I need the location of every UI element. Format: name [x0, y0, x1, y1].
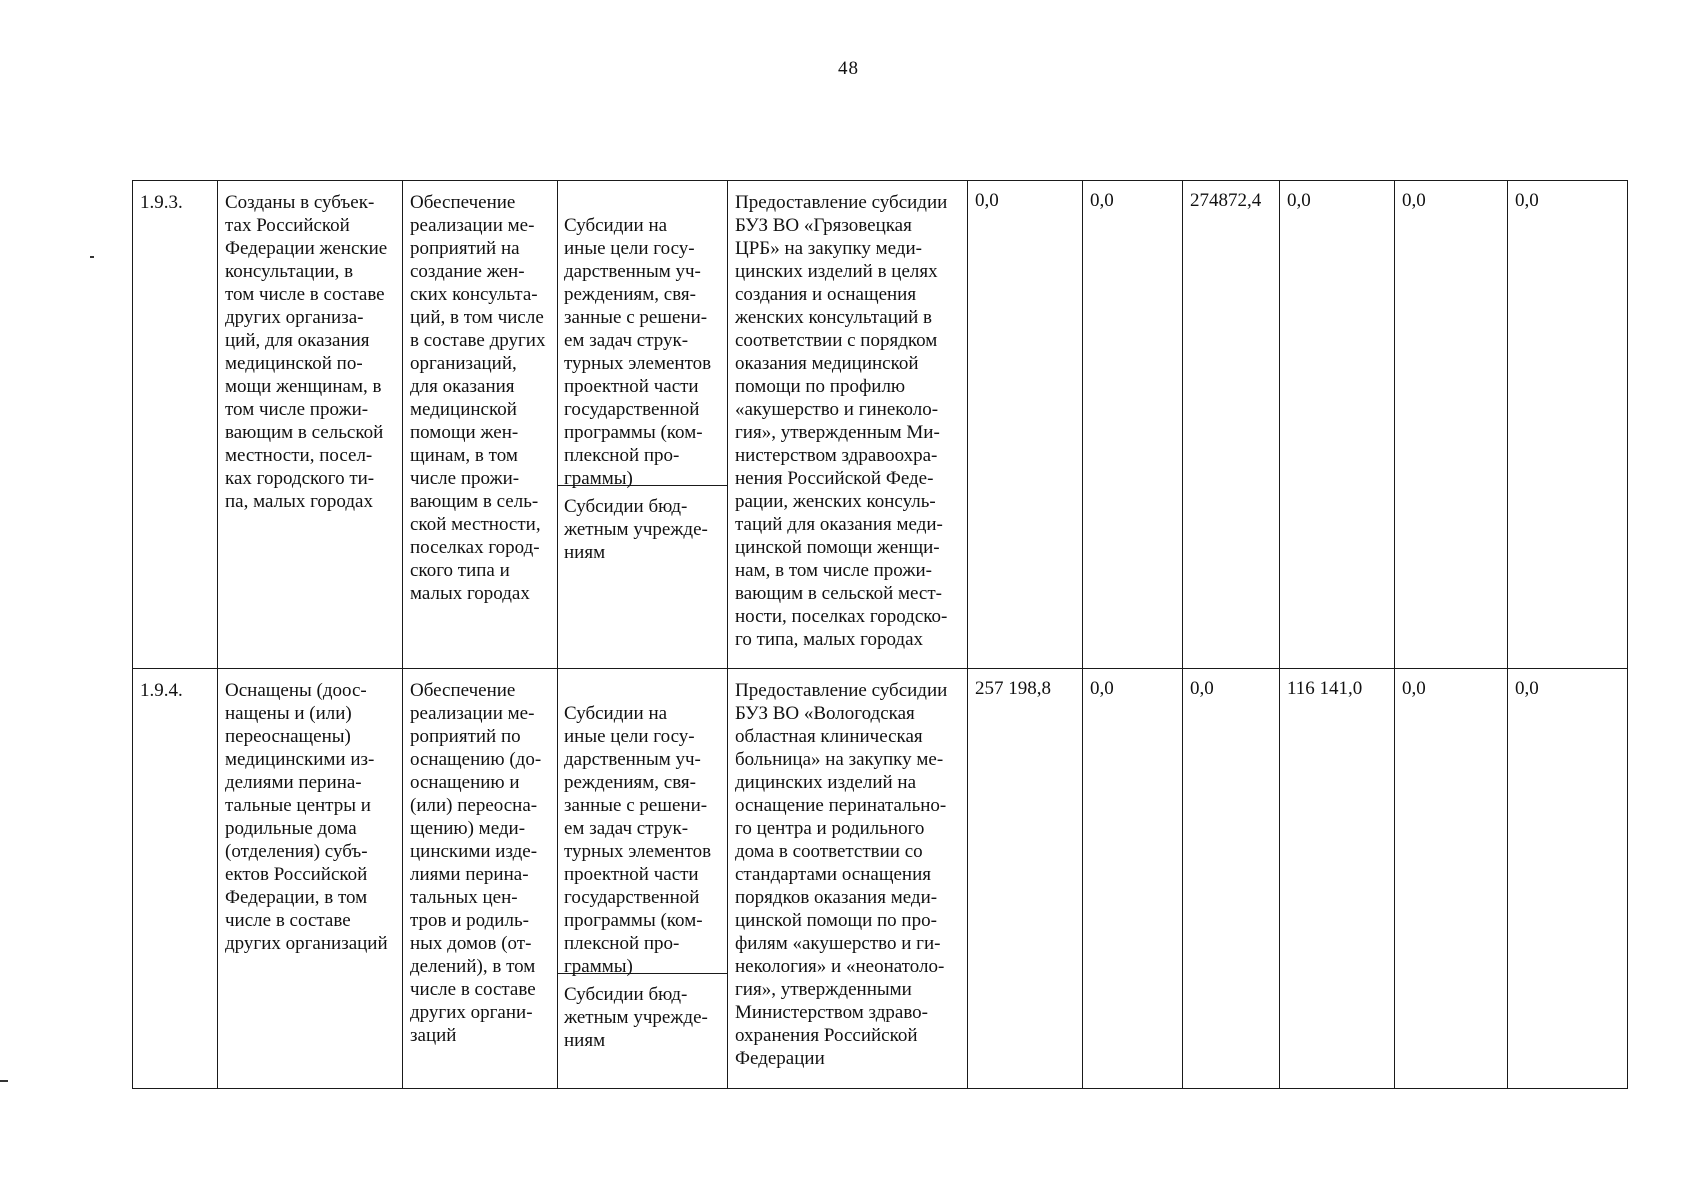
value-cell: 0,0	[1083, 669, 1183, 1089]
row-number: 1.9.3.	[133, 181, 218, 669]
description-cell: Предоставление субсидии БУЗ ВО «Грязовецкая ЦРБ» на закупку меди- цинских изделий в целях создания и оснащения женских консультаций в соответствии с порядком оказания медицинской помощи по профилю «акушерство и гинеколо- гия», утвержденным Ми- нистерством здравоохра- нения Российской Феде- рации, женских консуль- таций для оказания меди- цинской помощи женщи- нам, в том числе прожи- вающим в сельской мест- ности, поселках городско- го типа, малых городах	[728, 181, 968, 669]
table-row-1-9-3	[133, 181, 1628, 669]
value-cell: 0,0	[1083, 181, 1183, 669]
funding-type-other-goals: Субсидии на иные цели госу- дарственным уч- реждениям, свя- занные с решени- ем задач струк- турных элементов проектной части государственной программы (ком- плексной про- граммы)	[558, 692, 727, 974]
value-cell: 0,0	[1395, 181, 1508, 669]
result-cell: Оснащены (доос- нащены и (или) переоснащены) медицинскими из- делиями перина- тальные центры и родильные дома (отделения) субъ- ектов Российской Федерации, в том числе в составе других организаций	[218, 669, 403, 1089]
value-cell: 0,0	[1508, 669, 1628, 1089]
purpose-cell: Обеспечение реализации ме- роприятий по оснащению (до- оснащению и (или) переосна- щению) меди- цинскими изде- лиями перина- тальных цен- тров и родиль- ных домов (от- делений), в том числе в составе других органи- заций	[403, 669, 558, 1089]
description-cell: Предоставление субсидии БУЗ ВО «Вологодская областная клиническая больница» на закупку ме- дицинских изделий на оснащение перинатально- го центра и родильного дома в соответствии со стандартами оснащения порядков оказания меди- цинской помощи по про- филям «акушерство и ги- некология» и «неонатоло- гия», утвержденными Министерством здраво- охранения Российской Федерации	[728, 669, 968, 1089]
value-cell: 0,0	[968, 181, 1083, 669]
value-cell: 0,0	[1508, 181, 1628, 669]
value-cell: 0,0	[1395, 669, 1508, 1089]
scan-margin-mark	[0, 1080, 8, 1082]
purpose-cell: Обеспечение реализации ме- роприятий на создание жен- ских консульта- ций, в том числе в составе других организаций, для оказания медицинской помощи жен- щинам, в том числе прожи- вающим в сель- ской местности, поселках город- ского типа и малых городах	[403, 181, 558, 669]
row-number: 1.9.4.	[133, 669, 218, 1089]
value-cell: 0,0	[1280, 181, 1395, 669]
scan-margin-mark	[90, 256, 94, 258]
page-number: 48	[838, 58, 859, 79]
result-cell: Созданы в субъек- тах Российской Федерации женские консультации, в том числе в составе других организа- ций, для оказания медицинской по- мощи женщинам, в том числе прожи- вающим в сельской местности, посел- ках городского ти- па, малых городах	[218, 181, 403, 669]
funding-type-other-goals: Субсидии на иные цели госу- дарственным уч- реждениям, свя- занные с решени- ем задач струк- турных элементов проектной части государственной программы (ком- плексной про- граммы)	[558, 204, 727, 486]
funding-cell	[558, 181, 728, 669]
table-row-1-9-4	[133, 669, 1628, 1089]
value-cell: 0,0	[1183, 669, 1280, 1089]
funding-cell	[558, 669, 728, 1089]
value-cell: 274872,4	[1183, 181, 1280, 669]
value-cell: 116 141,0	[1280, 669, 1395, 1089]
funding-type-budget: Субсидии бюд- жетным учрежде- ниям	[564, 984, 708, 1051]
value-cell: 257 198,8	[968, 669, 1083, 1089]
funding-type-budget: Субсидии бюд- жетным учрежде- ниям	[564, 496, 708, 563]
measures-table	[132, 180, 1628, 1089]
